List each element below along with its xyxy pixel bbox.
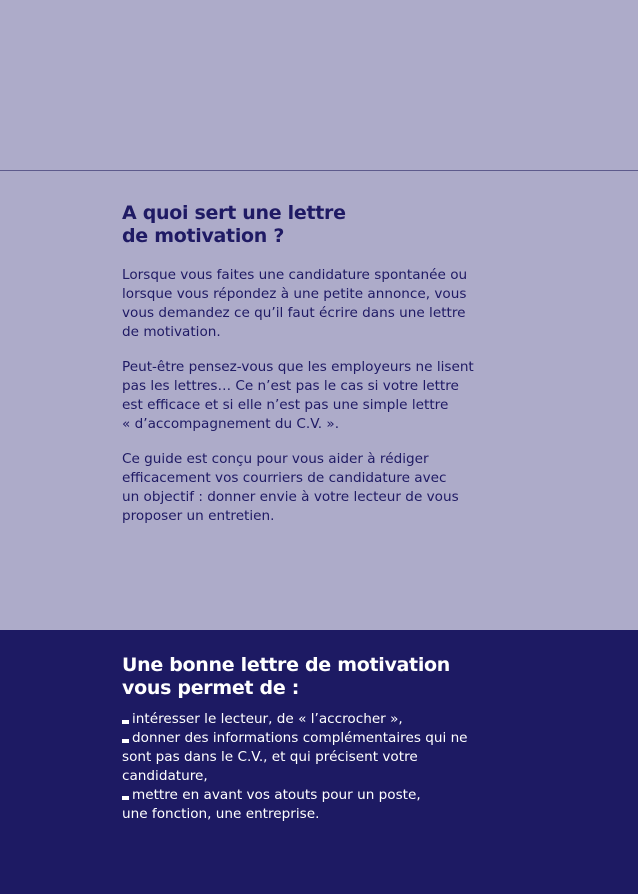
dash-bullet-icon xyxy=(122,720,129,724)
benefits-list-item xyxy=(122,710,522,729)
benefits-heading: Une bonne lettre de motivation vous permet de : xyxy=(122,654,451,699)
benefits-list-item xyxy=(122,786,522,824)
intro-paragraph-2: Peut-être pensez-vous que les employeurs ne lisent pas les lettres… Ce n’est pas le cas si votre lettre est efficace et si elle n’est pas une simple lettre « d’accompagnement du C.V. ». xyxy=(122,359,474,432)
intro-heading: A quoi sert une lettre de motivation ? xyxy=(122,202,346,247)
benefits-list-item xyxy=(122,729,522,786)
intro-paragraph-1: Lorsque vous faites une candidature spontanée ou lorsque vous répondez à une petite annonce, vous vous demandez ce qu’il faut écrire dans une lettre de motivation. xyxy=(122,267,468,340)
intro-paragraph-3: Ce guide est conçu pour vous aider à rédiger efficacement vos courriers de candidature avec un objectif : donner envie à votre lecteur de vous proposer un entretien. xyxy=(122,451,459,524)
dash-bullet-icon xyxy=(122,796,129,800)
benefits-section xyxy=(122,654,522,824)
benefit-text-3: mettre en avant vos atouts pour un poste, une fonction, une entreprise. xyxy=(122,787,421,822)
benefit-text-2: donner des informations complémentaires qui ne sont pas dans le C.V., et qui précisent votre candidature, xyxy=(122,730,468,784)
benefits-list xyxy=(122,710,522,824)
dash-bullet-icon xyxy=(122,739,129,743)
horizontal-divider xyxy=(0,170,638,171)
intro-section xyxy=(122,202,522,542)
benefit-text-1: intéresser le lecteur, de « l’accrocher », xyxy=(132,711,403,727)
